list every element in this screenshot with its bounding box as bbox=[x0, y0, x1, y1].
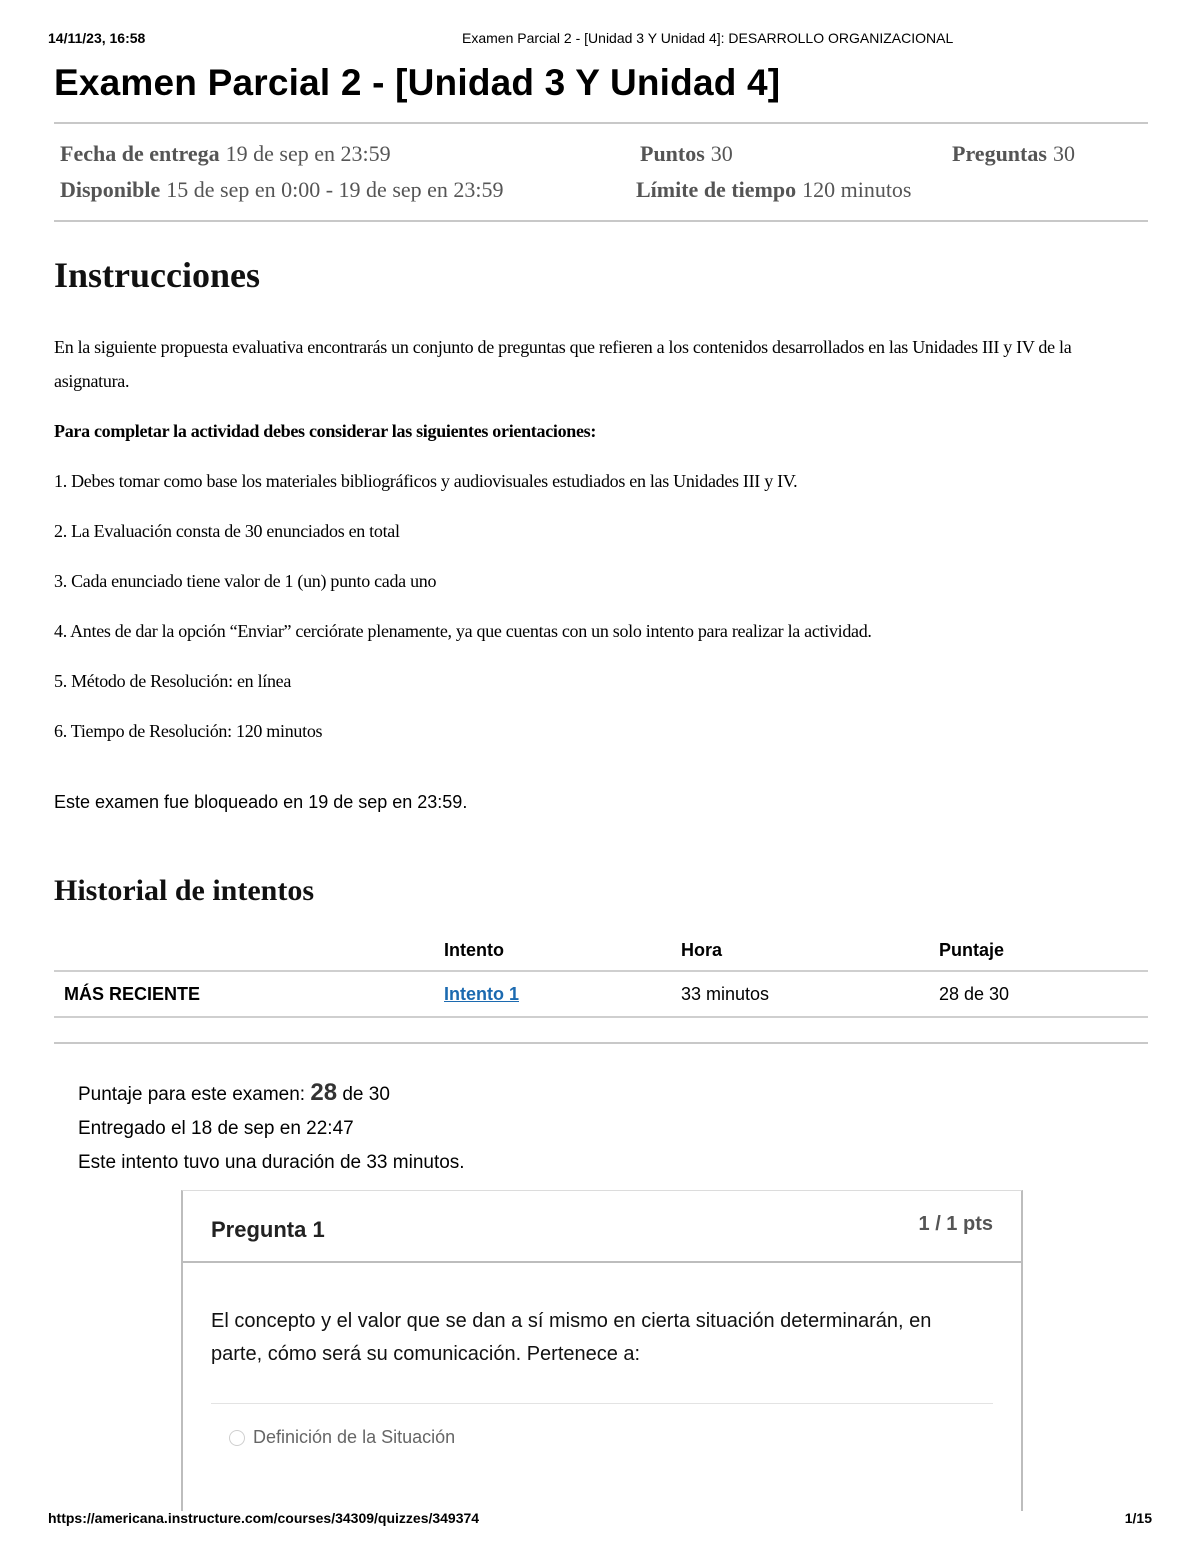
table-row bbox=[54, 971, 1148, 1017]
questions-label: Preguntas bbox=[952, 141, 1047, 166]
available-label: Disponible bbox=[60, 177, 161, 202]
score-line bbox=[78, 1076, 465, 1112]
print-page-title: Examen Parcial 2 - [Unidad 3 Y Unidad 4]: DESARROLLO ORGANIZACIONAL bbox=[462, 30, 954, 46]
instructions-intro: En la siguiente propuesta evaluativa encontrarás un conjunto de preguntas que refieren a los contenidos desarrollados en las Unidades III y IV de la asignatura. bbox=[54, 337, 1072, 391]
print-page-number: 1/15 bbox=[1124, 1510, 1152, 1526]
submitted-date: Entregado el 18 de sep en 22:47 bbox=[78, 1118, 354, 1139]
divider bbox=[54, 220, 1148, 222]
points bbox=[640, 141, 733, 167]
score-summary bbox=[78, 1076, 465, 1180]
instruction-item: 5. Método de Resolución: en línea bbox=[54, 671, 292, 691]
instructions-heading: Instrucciones bbox=[54, 255, 260, 295]
column-header: Puntaje bbox=[929, 930, 1148, 971]
question-header bbox=[183, 1191, 1021, 1263]
time-limit-label: Límite de tiempo bbox=[636, 177, 797, 202]
instructions-body bbox=[54, 330, 1094, 748]
attempt-link[interactable]: Intento 1 bbox=[444, 983, 519, 1004]
instruction-item: 3. Cada enunciado tiene valor de 1 (un) punto cada uno bbox=[54, 571, 437, 591]
print-datetime: 14/11/23, 16:58 bbox=[48, 30, 146, 46]
question-divider bbox=[211, 1403, 993, 1404]
answer-option-label: Definición de la Situación bbox=[253, 1427, 456, 1447]
history-heading: Historial de intentos bbox=[54, 874, 314, 907]
time-limit-value: 120 minutos bbox=[802, 177, 912, 202]
instruction-item: 4. Antes de dar la opción “Enviar” cerciórate plenamente, ya que cuentas con un solo intento para realizar la actividad. bbox=[54, 621, 872, 641]
attempt-history-table bbox=[54, 930, 1148, 1018]
question-points: 1 / 1 pts bbox=[918, 1213, 993, 1235]
due-date bbox=[60, 141, 391, 167]
questions-value: 30 bbox=[1052, 141, 1075, 166]
points-value: 30 bbox=[710, 141, 733, 166]
instruction-item: 1. Debes tomar como base los materiales bibliográficos y audiovisuales estudiados en las Unidades III y IV. bbox=[54, 471, 798, 491]
column-header: Hora bbox=[671, 930, 929, 971]
score-suffix: de 30 bbox=[342, 1084, 390, 1105]
instruction-item: 2. La Evaluación consta de 30 enunciados en total bbox=[54, 521, 400, 541]
time-limit bbox=[636, 177, 912, 203]
time-cell: 33 minutos bbox=[671, 971, 929, 1017]
table-header-row bbox=[54, 930, 1148, 971]
score-cell: 28 de 30 bbox=[929, 971, 1148, 1017]
attempt-duration: Este intento tuvo una duración de 33 minutos. bbox=[78, 1152, 465, 1173]
instructions-orientations-heading: Para completar la actividad debes considerar las siguientes orientaciones: bbox=[54, 421, 597, 441]
points-label: Puntos bbox=[640, 141, 705, 166]
divider bbox=[54, 1042, 1148, 1044]
page-title: Examen Parcial 2 - [Unidad 3 Y Unidad 4] bbox=[54, 62, 781, 103]
most-recent-label: MÁS RECIENTE bbox=[54, 971, 434, 1017]
instruction-item: 6. Tiempo de Resolución: 120 minutos bbox=[54, 721, 323, 741]
available-value: 15 de sep en 0:00 - 19 de sep en 23:59 bbox=[166, 177, 504, 202]
score-prefix: Puntaje para este examen: bbox=[78, 1084, 306, 1105]
score-value: 28 bbox=[310, 1079, 338, 1106]
due-date-value: 19 de sep en 23:59 bbox=[225, 141, 391, 166]
column-header: Intento bbox=[434, 930, 671, 971]
divider bbox=[54, 122, 1148, 124]
questions-count bbox=[952, 141, 1075, 167]
question-text: El concepto y el valor que se dan a sí mismo en cierta situación determinarán, en parte, cómo será su comunicación. Pertenece a: bbox=[211, 1310, 932, 1365]
due-date-label: Fecha de entrega bbox=[60, 141, 220, 166]
attempt-cell bbox=[434, 971, 671, 1017]
print-footer bbox=[48, 1510, 1152, 1530]
radio-icon[interactable] bbox=[229, 1430, 245, 1446]
question-card bbox=[181, 1190, 1023, 1511]
availability bbox=[60, 177, 504, 203]
print-header bbox=[48, 30, 1152, 50]
print-url: https://americana.instructure.com/courses/34309/quizzes/349374 bbox=[48, 1510, 480, 1526]
answer-option[interactable] bbox=[253, 1427, 455, 1448]
locked-notice: Este examen fue bloqueado en 19 de sep en 23:59. bbox=[54, 792, 468, 812]
question-title: Pregunta 1 bbox=[211, 1217, 325, 1242]
column-header bbox=[54, 930, 434, 971]
